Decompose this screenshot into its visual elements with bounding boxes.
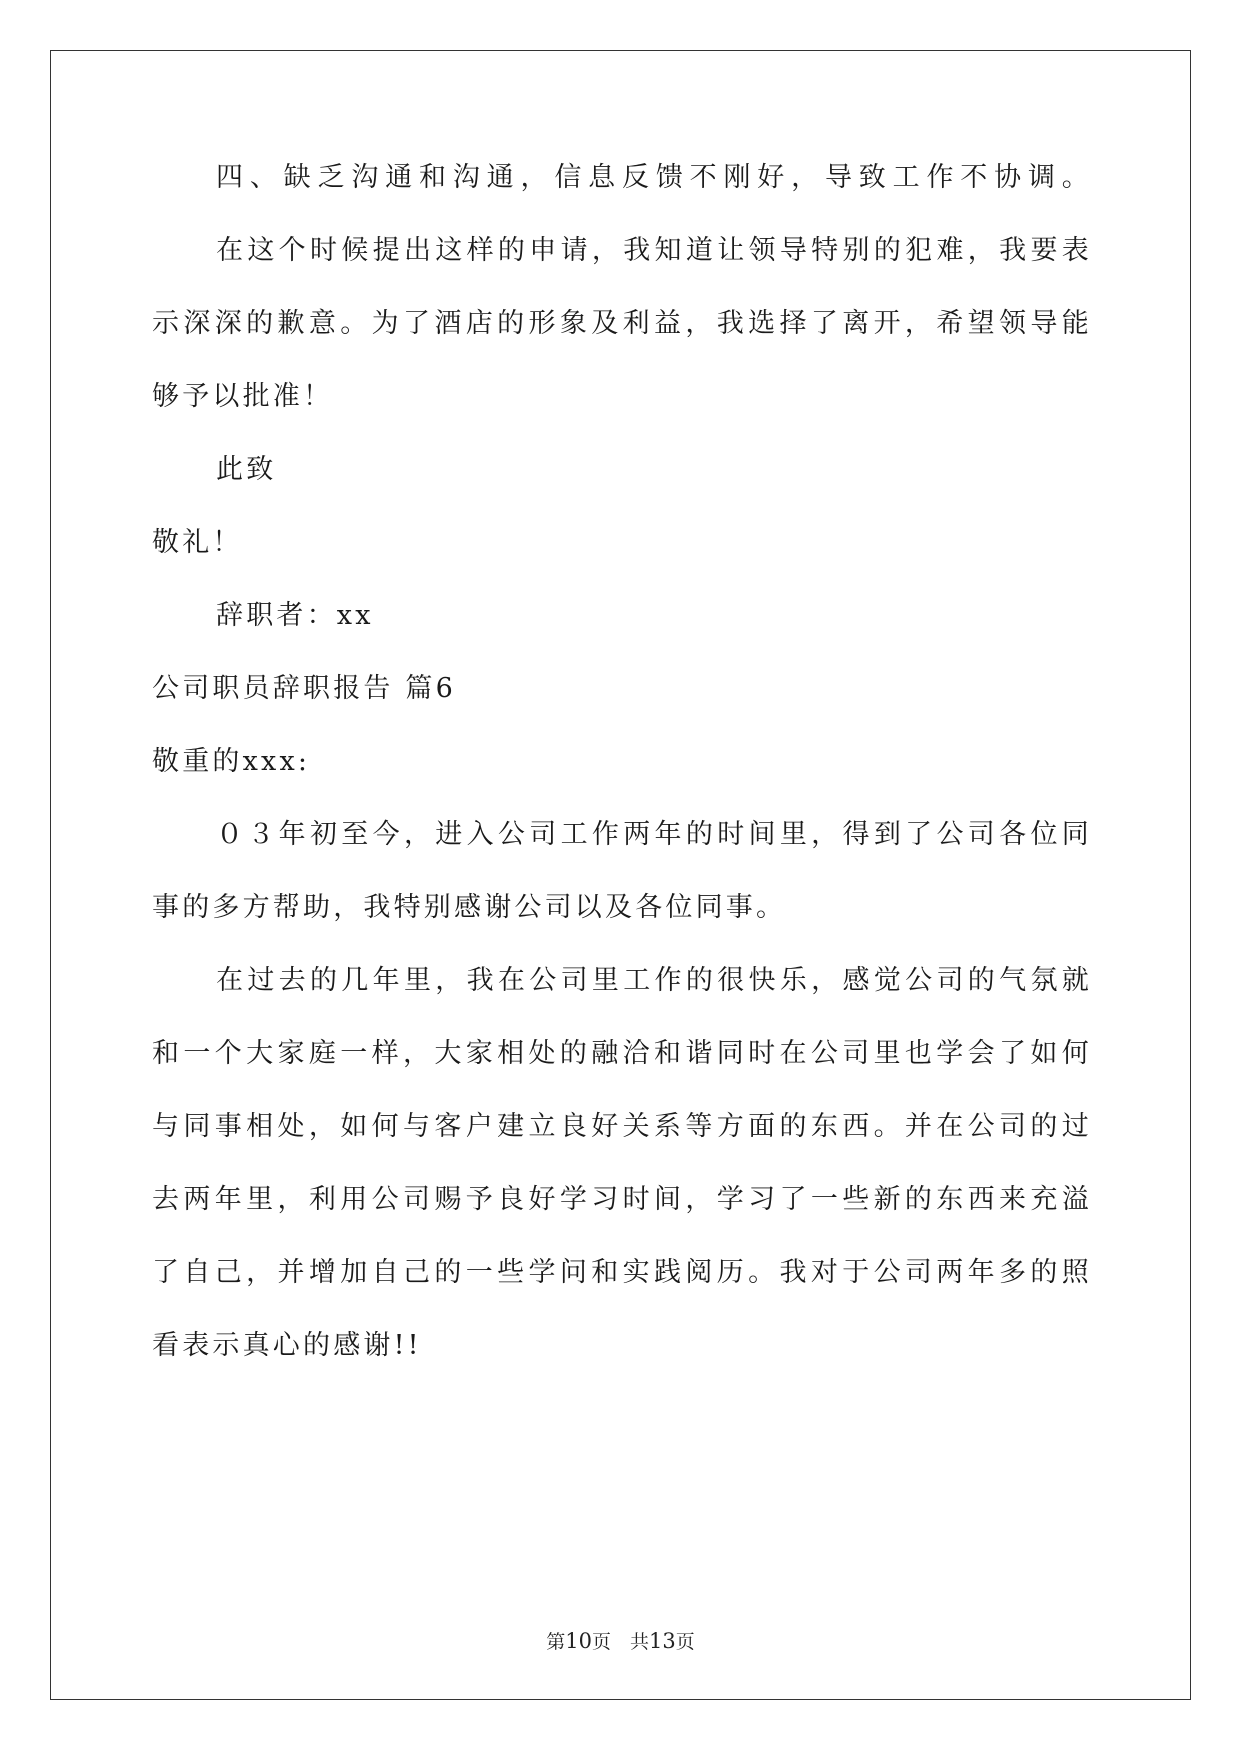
page-border bbox=[50, 50, 1191, 1700]
closing-regards: 敬礼！ bbox=[152, 527, 243, 558]
paragraph-line: 在过去的几年里，我在公司里工作的很快乐，感觉公司的气氛就 bbox=[216, 965, 1092, 996]
page-total: 13 bbox=[649, 1629, 676, 1653]
paragraph-line: 在这个时候提出这样的申请，我知道让领导特别的犯难，我要表 bbox=[216, 235, 1092, 266]
paragraph-line: 了自己，并增加自己的一些学问和实践阅历。我对于公司两年多的照 bbox=[152, 1257, 1092, 1288]
page-mid: 页 共 bbox=[591, 1631, 649, 1653]
page-footer bbox=[0, 1629, 1241, 1654]
letter-greeting: 敬重的xxx: bbox=[152, 746, 311, 777]
paragraph-line: 够予以批准！ bbox=[152, 381, 334, 412]
paragraph-line: 看表示真心的感谢!! bbox=[152, 1330, 422, 1361]
signature-line: 辞职者：xx bbox=[216, 600, 374, 631]
page-prefix: 第 bbox=[546, 1631, 566, 1653]
paragraph-line: 事的多方帮助，我特别感谢公司以及各位同事。 bbox=[152, 892, 787, 923]
page-current: 10 bbox=[565, 1629, 592, 1653]
section-heading: 公司职员辞职报告 篇6 bbox=[152, 673, 456, 704]
paragraph-line: 示深深的歉意。为了酒店的形象及利益，我选择了离开，希望领导能 bbox=[152, 308, 1092, 339]
paragraph-line: 四、缺乏沟通和沟通，信息反馈不刚好，导致工作不协调。 bbox=[216, 162, 1092, 193]
paragraph-line: 和一个大家庭一样，大家相处的融洽和谐同时在公司里也学会了如何 bbox=[152, 1038, 1092, 1069]
paragraph-line: 去两年里，利用公司赐予良好学习时间，学习了一些新的东西来充溢 bbox=[152, 1184, 1092, 1215]
page-suffix: 页 bbox=[675, 1631, 695, 1653]
closing-salutation: 此致 bbox=[216, 454, 277, 485]
paragraph-line: ０３年初至今，进入公司工作两年的时间里，得到了公司各位同 bbox=[216, 819, 1092, 850]
paragraph-line: 与同事相处，如何与客户建立良好关系等方面的东西。并在公司的过 bbox=[152, 1111, 1092, 1142]
